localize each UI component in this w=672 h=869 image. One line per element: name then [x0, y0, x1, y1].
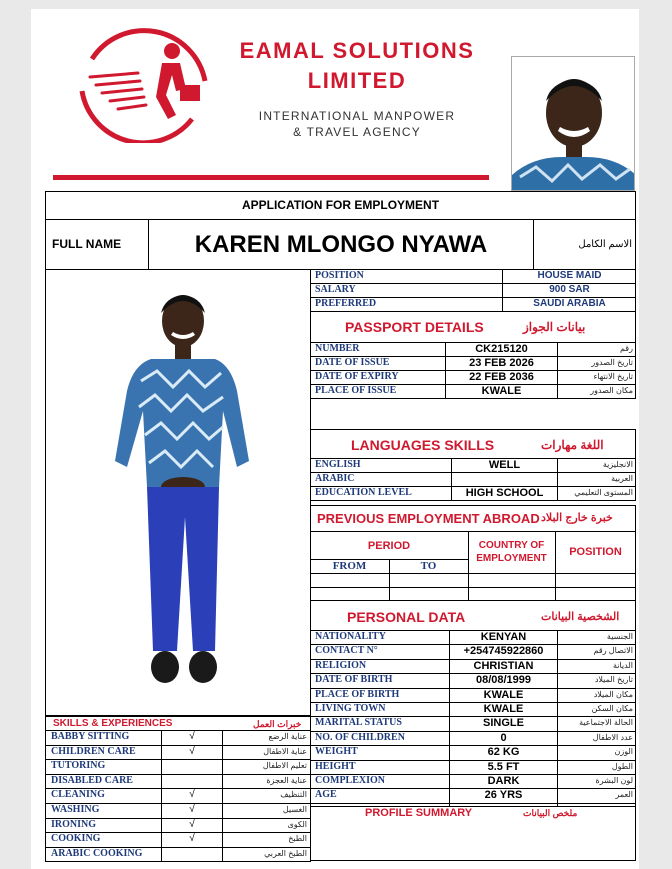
personal-row-label: RELIGION — [315, 660, 367, 671]
language-row-label: EDUCATION LEVEL — [315, 487, 412, 498]
skill-row-check: √ — [189, 789, 195, 800]
skill-row-check: √ — [189, 731, 195, 742]
personal-row-value: 0 — [500, 732, 507, 744]
full-name-value: KAREN MLONGO NYAWA — [194, 231, 488, 258]
skill-row-label: IRONING — [51, 819, 97, 830]
position-row-label: PREFERRED — [315, 298, 377, 309]
personal-row-label-ar: عدد الاطفال — [592, 733, 633, 742]
personal-row-label-ar: الاتصال رقم — [593, 646, 633, 655]
language-row-label: ARABIC — [315, 473, 355, 484]
personal-row-value: SINGLE — [483, 717, 524, 729]
full-body-photo — [111, 291, 251, 696]
position-row-label: POSITION — [315, 270, 364, 281]
skill-row-label: BABBY SITTING — [51, 731, 130, 742]
personal-row-label-ar: تاريخ الميلاد — [594, 675, 633, 684]
skill-row-label-ar: عناية الاطفال — [263, 747, 307, 756]
full-name-label: FULL NAME — [52, 237, 122, 251]
passport-row-label: NUMBER — [315, 343, 360, 354]
personal-row-label: LIVING TOWN — [315, 703, 386, 714]
skill-row-check: √ — [189, 804, 195, 815]
personal-row-value: KWALE — [483, 689, 524, 701]
personal-row-label: NO. OF CHILDREN — [315, 732, 405, 743]
position-header: POSITION — [569, 546, 622, 558]
passport-row-label: DATE OF EXPIRY — [315, 371, 399, 382]
personal-row-label-ar: مكان الميلاد — [593, 690, 633, 699]
personal-row-label: AGE — [315, 789, 337, 800]
header-red-rule — [53, 175, 489, 180]
language-row-label-ar: العربية — [611, 474, 633, 483]
previous-employment-title-ar: خبرة خارج البلاد — [541, 512, 613, 524]
skill-row-check: √ — [189, 819, 195, 830]
passport-title-ar: بيانات الجواز — [523, 320, 586, 334]
full-name-label-ar: الاسم الكامل — [578, 239, 632, 250]
form-title: APPLICATION FOR EMPLOYMENT — [241, 198, 440, 212]
personal-row-label: NATIONALITY — [315, 631, 386, 642]
skill-row-label-ar: عناية الرضع — [268, 732, 307, 741]
personal-row-value: 5.5 FT — [487, 761, 520, 773]
personal-row-label-ar: مكان السكن — [591, 704, 633, 713]
skill-row-label-ar: الطبخ — [288, 834, 307, 843]
personal-row-label: COMPLEXION — [315, 775, 385, 786]
personal-row-label-ar: العمر — [615, 790, 633, 799]
position-row-value: SAUDI ARABIA — [533, 298, 606, 309]
personal-row-label: DATE OF BIRTH — [315, 674, 393, 685]
passport-row-label-ar: تاريخ الانتهاء — [593, 372, 633, 381]
company-logo — [72, 19, 214, 143]
country-header-line2: EMPLOYMENT — [476, 553, 547, 564]
personal-row-label: WEIGHT — [315, 746, 358, 757]
skill-row-label: DISABLED CARE — [51, 775, 133, 786]
personal-row-divider — [310, 803, 636, 804]
personal-row-label: MARITAL STATUS — [315, 717, 402, 728]
company-tagline1: INTERNATIONAL MANPOWER — [258, 109, 456, 123]
skill-row-label: TUTORING — [51, 760, 106, 771]
languages-title: LANGUAGES SKILLS — [351, 437, 495, 453]
skill-row-check: √ — [189, 746, 195, 757]
passport-row-label: PLACE OF ISSUE — [315, 385, 397, 396]
passport-row-value: 22 FEB 2036 — [469, 371, 534, 383]
skill-row-label-ar: عناية العجزة — [266, 776, 307, 785]
personal-row-value: KENYAN — [480, 631, 527, 643]
position-row-value: HOUSE MAID — [537, 270, 602, 281]
skill-row-label: ARABIC COOKING — [51, 848, 143, 859]
personal-row-value: 08/08/1999 — [475, 674, 532, 686]
skill-row-label-ar: الكوى — [287, 820, 307, 829]
period-header: PERIOD — [367, 540, 411, 552]
personal-row-label-ar: الوزن — [614, 747, 633, 756]
passport-row-label-ar: تاريخ الصدور — [591, 358, 633, 367]
skill-row-label-ar: تعليم الاطفال — [262, 761, 307, 770]
personal-data-title-ar: الشخصية البيانات — [541, 611, 620, 623]
personal-row-label: CONTACT N° — [315, 645, 378, 656]
personal-row-value: CHRISTIAN — [473, 660, 534, 672]
profile-summary-label: PROFILE SUMMARY — [365, 807, 473, 819]
position-row-value: 900 SAR — [549, 284, 590, 295]
profile-summary-label-ar: ملخص البيانات — [523, 808, 578, 818]
personal-row-label-ar: الحالة الاجتماعية — [579, 718, 633, 727]
skill-row-label: CLEANING — [51, 789, 105, 800]
personal-row-label-ar: لون البشرة — [595, 776, 633, 785]
passport-row-label-ar: رقم — [619, 344, 633, 353]
personal-row-value: KWALE — [483, 703, 524, 715]
country-header-line1: COUNTRY OF — [478, 540, 545, 551]
passport-row-value: CK215120 — [475, 343, 528, 355]
company-name-line2: LIMITED — [307, 68, 407, 93]
skill-row-label: WASHING — [51, 804, 100, 815]
company-tagline2: & TRAVEL AGENCY — [293, 125, 421, 139]
to-header: TO — [420, 560, 437, 572]
language-row-label-ar: المستوى التعليمي — [574, 488, 633, 497]
personal-data-title: PERSONAL DATA — [347, 609, 466, 625]
language-row-value: HIGH SCHOOL — [465, 487, 544, 499]
position-row-label: SALARY — [315, 284, 356, 295]
language-row-label-ar: الانجليزية — [602, 460, 633, 469]
personal-row-label-ar: الديانة — [612, 661, 633, 670]
passport-row-value: 23 FEB 2026 — [469, 357, 534, 369]
passport-title: PASSPORT DETAILS — [345, 319, 484, 335]
personal-row-value: +254745922860 — [463, 645, 544, 657]
skills-title: SKILLS & EXPERIENCES — [53, 718, 173, 729]
skill-row-label-ar: الطبخ العربي — [264, 849, 307, 858]
application-page — [31, 9, 639, 869]
personal-row-label: PLACE OF BIRTH — [315, 689, 400, 700]
personal-row-value: 26 YRS — [484, 789, 523, 801]
profile-summary-block — [310, 806, 636, 861]
passport-row-value: KWALE — [481, 385, 522, 397]
personal-row-label: HEIGHT — [315, 761, 356, 772]
headshot-photo — [511, 56, 635, 191]
language-row-value: WELL — [488, 459, 521, 471]
languages-title-ar: اللغة مهارات — [541, 438, 604, 452]
skill-row-label-ar: التنظيف — [280, 790, 307, 799]
personal-row-value: DARK — [487, 775, 520, 787]
skills-title-ar: خبرات العمل — [253, 719, 302, 729]
passport-row-label-ar: مكان الصدور — [590, 386, 633, 395]
personal-row-label-ar: الطول — [611, 762, 633, 771]
personal-row-value: 62 KG — [487, 746, 520, 758]
skill-row-label: COOKING — [51, 833, 101, 844]
from-header: FROM — [332, 560, 367, 572]
company-name-line1: EAMAL SOLUTIONS — [239, 38, 475, 63]
personal-row-label-ar: الجنسية — [606, 632, 633, 641]
passport-row-label: DATE OF ISSUE — [315, 357, 390, 368]
previous-employment-title: PREVIOUS EMPLOYMENT ABROAD — [317, 511, 540, 526]
language-row-label: ENGLISH — [315, 459, 361, 470]
skill-row-label-ar: الغسيل — [282, 805, 307, 814]
skill-row-label: CHILDREN CARE — [51, 746, 136, 757]
skill-row-check: √ — [189, 833, 195, 844]
